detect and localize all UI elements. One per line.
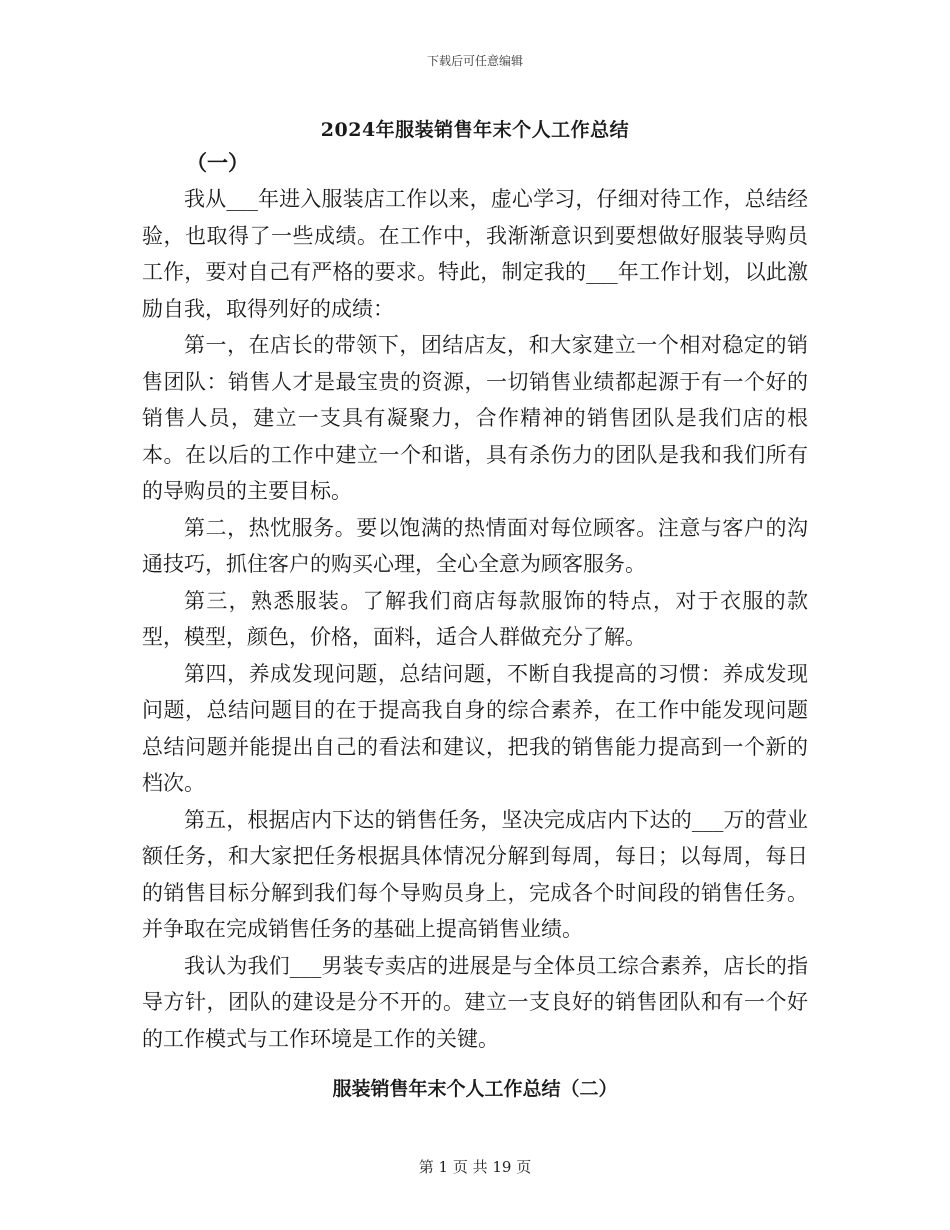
paragraph-point-4: 第四，养成发现问题，总结问题，不断自我提高的习惯：养成发现问题，总结问题目的在于提高我自身的综合素养，在工作中能发现问题总结问题并能提出自己的看法和建议，把我的销售能力提高到一个新的档次。 (142, 661, 808, 795)
paragraph-intro: 我从___年进入服装店工作以来，虚心学习，仔细对待工作，总结经验，也取得了一些成绩。在工作中，我渐渐意识到要想做好服装导购员工作，要对自己有严格的要求。特此，制定我的___年工作计划，以此激励自我，取得列好的成绩： (142, 187, 808, 321)
document-body (142, 145, 808, 1057)
document-title: 2024年服装销售年末个人工作总结 (320, 119, 630, 141)
paragraph-point-3: 第三，熟悉服装。了解我们商店每款服饰的特点，对于衣服的款型，模型，颜色，价格，面料，适合人群做充分了解。 (142, 588, 808, 649)
paragraph-point-5: 第五，根据店内下达的销售任务，坚决完成店内下达的___万的营业额任务，和大家把任务根据具体情况分解到每周，每日；以每周，每日的销售目标分解到我们每个导购员身上，完成各个时间段的销售任务。并争取在完成销售任务的基础上提高销售业绩。 (142, 807, 808, 941)
paragraph-point-2: 第二，热忱服务。要以饱满的热情面对每位顾客。注意与客户的沟通技巧，抓住客户的购买心理，全心全意为顾客服务。 (142, 515, 808, 576)
paragraph-conclusion: 我认为我们___男装专卖店的进展是与全体员工综合素养，店长的指导方针，团队的建设是分不开的。建立一支良好的销售团队和有一个好的工作模式与工作环境是工作的关键。 (142, 953, 808, 1051)
paragraph-point-1: 第一，在店长的带领下，团结店友，和大家建立一个相对稳定的销售团队：销售人才是最宝贵的资源，一切销售业绩都起源于有一个好的销售人员，建立一支具有凝聚力，合作精神的销售团队是我们店的根本。在以后的工作中建立一个和谐，具有杀伤力的团队是我和我们所有的导购员的主要目标。 (142, 333, 808, 503)
page-footer: 第 1 页 共 19 页 (418, 1158, 532, 1176)
section-title-2: 服装销售年末个人工作总结（二） (332, 1078, 618, 1100)
section-label: （一） (186, 150, 249, 175)
page-header: 下载后可任意编辑 (426, 54, 523, 68)
